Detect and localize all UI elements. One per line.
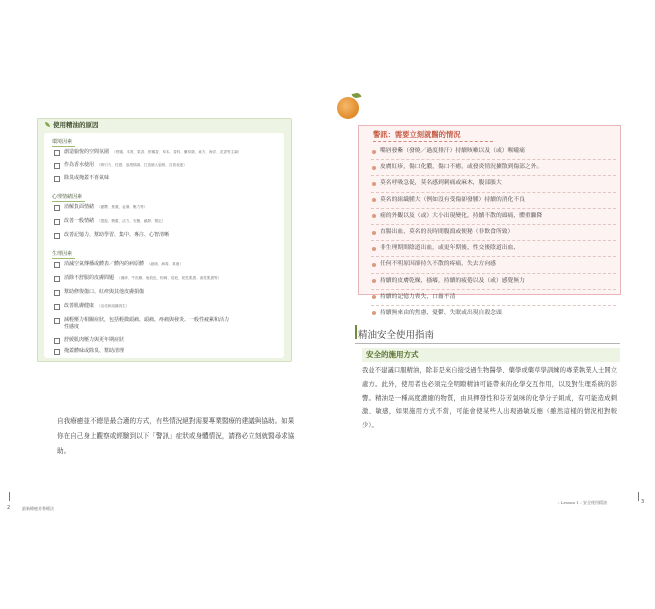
margin-tick bbox=[9, 492, 10, 501]
item-text: 創造愉悅的空間氛圍 bbox=[64, 149, 110, 155]
bullet-icon bbox=[372, 295, 376, 299]
item-text: 改善一般情緒 bbox=[64, 218, 95, 224]
subheading: 安全的施用方式 bbox=[366, 350, 419, 359]
item-text: 作為香水使用 bbox=[64, 162, 95, 168]
warning-list bbox=[371, 144, 616, 321]
orange-illustration bbox=[337, 97, 359, 119]
right-page bbox=[328, 0, 655, 609]
warning-item bbox=[371, 209, 616, 225]
warning-item bbox=[371, 274, 616, 290]
running-footer: ‹ Lesson 1 › 安全使用精油 bbox=[558, 500, 607, 505]
bullet-icon bbox=[372, 311, 376, 315]
page-number: 2 bbox=[7, 505, 11, 511]
checklist-body bbox=[44, 133, 284, 358]
item-note: （濕疹、牛皮癬、疤痕色、粉刺、痘疤、乾性肌膚、油性肌膚等） bbox=[117, 276, 222, 280]
warning-box bbox=[358, 125, 621, 316]
group-title-environment: 環境因素 bbox=[52, 138, 75, 147]
warning-item-text: 皮膚紅疹，傷口化膿，傷口不癒，或發炎情況擴散到傷部之外。 bbox=[380, 164, 543, 171]
warning-title: 警訊：需要立刻就醫的情況 bbox=[373, 130, 461, 139]
warning-item bbox=[371, 241, 616, 257]
warning-item bbox=[371, 176, 616, 192]
checkbox-icon bbox=[54, 205, 60, 211]
warning-item-text: 直腸出血，莫名的長時間腹瀉或便秘（非飲食所致） bbox=[380, 228, 514, 235]
left-page bbox=[0, 0, 327, 609]
leaf-icon bbox=[45, 122, 50, 127]
warning-item bbox=[371, 306, 616, 321]
item-text: 消滅空氣傳播或體表／體內的病原體 bbox=[64, 261, 145, 267]
bullet-icon bbox=[372, 166, 376, 170]
bullet-icon bbox=[372, 182, 376, 186]
checkbox-icon bbox=[54, 290, 60, 296]
warning-item bbox=[371, 193, 616, 209]
group-title-physiological: 生理因素 bbox=[52, 250, 75, 259]
bullet-icon bbox=[372, 247, 376, 251]
item-text-continued: 性感度 bbox=[64, 324, 80, 330]
item-text: 消除不舒服的皮膚問題 bbox=[64, 275, 115, 281]
checkbox-icon bbox=[54, 338, 60, 344]
checkbox-icon bbox=[54, 349, 60, 355]
warning-item-text: 莫名呼吸急促，莫名感到刺痛或麻木，腹部脹大 bbox=[380, 180, 502, 187]
bullet-icon bbox=[372, 198, 376, 202]
warning-item-text: 癌的外觀以及（或）大小出現變化，持續不散的頭痛，體重驟降 bbox=[380, 212, 543, 219]
panel-header bbox=[38, 119, 292, 132]
warning-item-text: 非生理期間陰道出血，或更年期後、性交後陰道出血、 bbox=[380, 245, 520, 252]
item-text: 掩蓋體味或除臭、幫助清理 bbox=[64, 348, 125, 354]
warning-item-text: 持續的皮膚乾燥，搔癢，持續的疲倦以及（或）感覺無力 bbox=[380, 277, 525, 284]
item-note: （柑橘、木質、果香、柑橘香、草本、香料、藥草類、東方、海洋、花香等主調） bbox=[112, 150, 242, 154]
subheading-band bbox=[362, 348, 620, 362]
warning-item-text: 莫名的組織腫大（例如沒有受傷卻發腫）持續的消化不良 bbox=[380, 196, 525, 203]
bullet-icon bbox=[372, 214, 376, 218]
bullet-icon bbox=[372, 150, 376, 154]
checkbox-icon bbox=[54, 163, 60, 169]
item-text: 幫助修復傷口、紅疹與其他皮膚損傷 bbox=[64, 289, 145, 295]
warning-item bbox=[371, 257, 616, 273]
checkbox-icon bbox=[54, 176, 60, 182]
checkbox-icon bbox=[54, 233, 60, 239]
item-text: 除臭或掩蓋不喜氣味 bbox=[64, 175, 110, 181]
checkbox-icon bbox=[54, 150, 60, 156]
warning-item bbox=[371, 290, 616, 306]
page-number: 3 bbox=[641, 499, 645, 505]
checkbox-icon bbox=[54, 318, 60, 324]
body-paragraph: 我並不建議口服精油，除非是來自接受過生物醫學、藥學或藥草學訓練的專業執業人士開立處方。此外，使用者也必須完全明瞭精油可能帶來的化學交互作用，以及對生理系統的影響。精油是一種高度濃縮的物質，由具揮發性和芬芳氣味的化學分子組成，有可能造成刺激、敏感，如果施用方式不當，可能會使某些人出現過敏反應（雖然這樣的情況相對較少）。 bbox=[362, 367, 617, 430]
divider bbox=[373, 141, 493, 142]
checkbox-icon bbox=[54, 219, 60, 225]
reasons-checklist-panel bbox=[37, 118, 292, 362]
item-note: （提振、興奮、活力、安撫、鎮靜、穩定） bbox=[97, 219, 166, 223]
warning-item-text: 持續無來由的焦慮、憂鬱、失眠或出現自殺念頭 bbox=[380, 309, 502, 316]
item-note: （憂鬱、焦慮、哀傷、壓力等） bbox=[97, 205, 148, 209]
item-note: （細菌、病毒、真菌） bbox=[147, 262, 183, 266]
warning-item bbox=[371, 144, 616, 160]
item-text: 舒緩肌肉壓力與更年期症狀 bbox=[64, 337, 125, 343]
warning-item-text: 嘴唇發紫（發燒／過度排汗）持續咳嗽以及（或）喉嚨痛 bbox=[380, 148, 525, 154]
body-paragraph: 自我療癒並不總是最合適的方式，有些情況絕對需要專業醫療的建議與協助。如果你在自己身上觀察或經驗到以下「警訊」症狀或身體情況，請務必立刻就醫尋求協助。 bbox=[57, 417, 295, 455]
checkbox-icon bbox=[54, 304, 60, 310]
bullet-icon bbox=[372, 263, 376, 267]
group-title-psychological: 心理情緒因素 bbox=[52, 193, 85, 202]
item-note: （活化和組織再生） bbox=[97, 304, 130, 308]
item-text: 改善記憶力、幫助學習、集中、專注、心智清晰 bbox=[64, 232, 170, 238]
heading-rule bbox=[355, 343, 620, 344]
checkbox-icon bbox=[54, 262, 60, 268]
warning-item-text: 持續的記憶力喪失，口齒不清 bbox=[380, 293, 456, 300]
item-text: 改善肌膚健康 bbox=[64, 303, 95, 309]
bullet-icon bbox=[372, 231, 376, 235]
item-text: 消解負面情緒 bbox=[64, 204, 95, 210]
margin-tick bbox=[638, 492, 639, 501]
checkbox-icon bbox=[54, 276, 60, 282]
running-footer: 最新療癒芳香療法 bbox=[22, 506, 54, 511]
warning-item bbox=[371, 160, 616, 176]
section-heading: 精油安全使用指南 bbox=[358, 330, 435, 341]
item-note: （吸引力、性感、浪漫情調、打造個人風格、自我表達） bbox=[97, 163, 187, 167]
warning-item-text: 任何不明原因卻持久不散的疼痛，失去方向感 bbox=[380, 261, 496, 268]
panel-title: 使用精油的原因 bbox=[53, 121, 99, 129]
warning-item bbox=[371, 225, 616, 241]
bullet-icon bbox=[372, 279, 376, 283]
item-text: 減輕壓力相關症狀，包括輕微頭痛、頭痛、疼痛與發炎、一般性疲累和活力 bbox=[64, 317, 230, 323]
heading-accent-bar bbox=[355, 325, 357, 339]
